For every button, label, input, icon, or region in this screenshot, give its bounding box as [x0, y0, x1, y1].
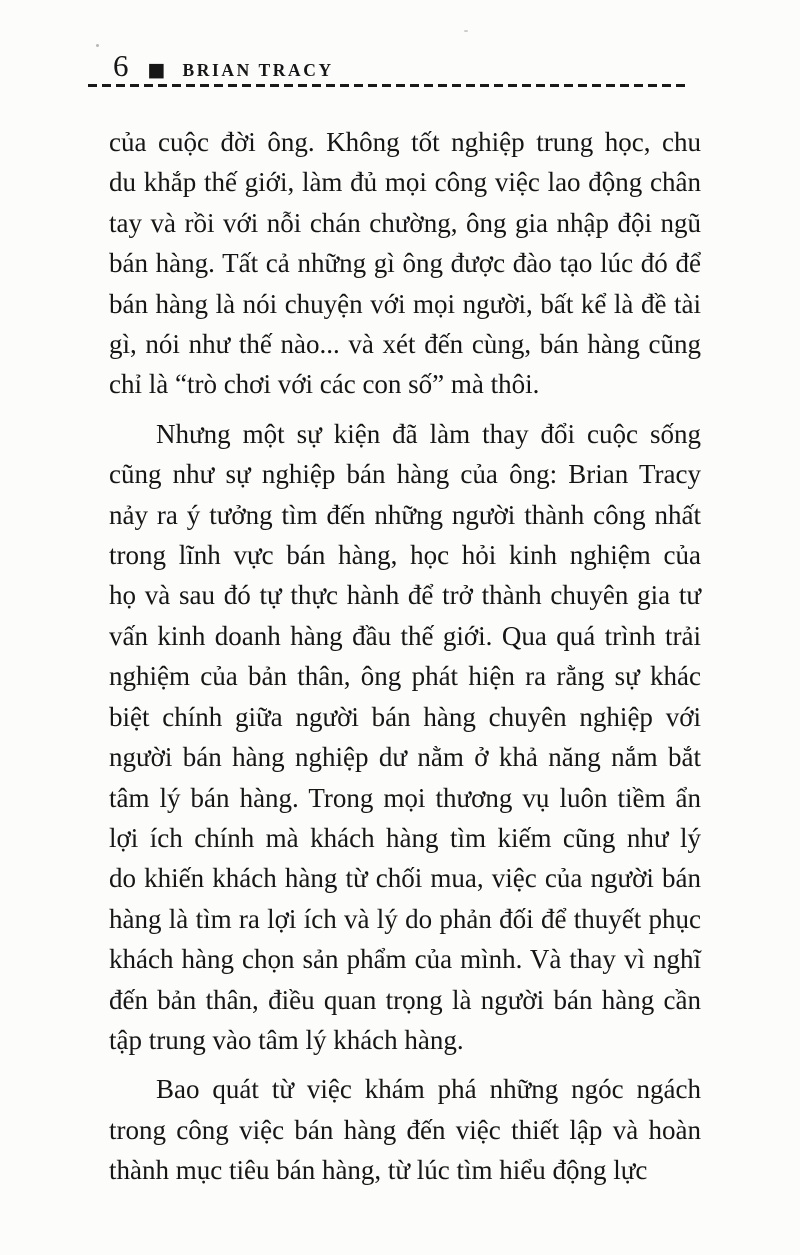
text-line: vấn kinh doanh hàng đầu thế giới. Qua quá trình trải — [109, 620, 701, 651]
text-line: đến bản thân, điều quan trọng là người bán hàng cần — [109, 984, 701, 1015]
text-line: tay và rồi với nỗi chán chường, ông gia nhập đội ngũ — [109, 207, 701, 238]
paragraph — [109, 414, 701, 1061]
text-line: tập trung vào tâm lý khách hàng. — [109, 1024, 464, 1055]
text-line: trong công việc bán hàng đến việc thiết lập và hoàn — [109, 1114, 701, 1145]
text-line: hàng là tìm ra lợi ích và lý do phản đối để thuyết phục — [109, 903, 701, 934]
text-line: cũng như sự nghiệp bán hàng của ông: Brian Tracy — [109, 459, 701, 490]
text-line: khách hàng chọn sản phẩm của mình. Và thay vì nghĩ — [109, 944, 701, 975]
text-line: người bán hàng nghiệp dư nằm ở khả năng nắm bắt — [109, 742, 701, 773]
text-line: tâm lý bán hàng. Trong mọi thương vụ luôn tiềm ẩn — [109, 782, 701, 813]
text-line: của cuộc đời ông. Không tốt nghiệp trung học, chu — [109, 127, 701, 157]
text-line: do khiến khách hàng từ chối mua, việc của người bán — [109, 863, 701, 894]
text-line: nảy ra ý tưởng tìm đến những người thành công nhất — [109, 499, 701, 530]
scan-speck — [96, 44, 99, 47]
text-line: trong lĩnh vực bán hàng, học hỏi kinh nghiệm của — [109, 540, 701, 571]
text-line: du khắp thế giới, làm đủ mọi công việc lao động chân — [109, 167, 701, 198]
text-line: thành mục tiêu bán hàng, từ lúc tìm hiểu động lực — [109, 1155, 648, 1186]
text-line: biệt chính giữa người bán hàng chuyên nghiệp với — [109, 701, 701, 732]
running-title: BRIAN TRACY — [182, 60, 334, 80]
text-line: nghiệm của bản thân, ông phát hiện ra rằng sự khác — [109, 661, 701, 692]
square-bullet-icon: ■ — [147, 59, 166, 81]
page-number: 6 — [113, 48, 129, 83]
page-header — [113, 50, 334, 81]
header-divider — [88, 84, 689, 87]
scan-speck — [464, 30, 468, 32]
text-line: bán hàng là nói chuyện với mọi người, bất kể là đề tài — [109, 288, 701, 319]
text-line: lợi ích chính mà khách hàng tìm kiếm cũng như lý — [109, 822, 701, 853]
text-line: họ và sau đó tự thực hành để trở thành chuyên gia tư — [109, 580, 701, 611]
text-line: bán hàng. Tất cả những gì ông được đào tạo lúc đó để — [109, 248, 701, 279]
paragraph — [109, 122, 701, 405]
text-line: Nhưng một sự kiện đã làm thay đổi cuộc sống — [156, 418, 701, 449]
text-line: chỉ là “trò chơi với các con số” mà thôi. — [109, 369, 540, 400]
page-body — [109, 122, 701, 1191]
text-line: Bao quát từ việc khám phá những ngóc ngách — [156, 1074, 701, 1105]
paragraph — [109, 1069, 701, 1190]
text-line: gì, nói như thế nào... và xét đến cùng, bán hàng cũng — [109, 329, 701, 360]
